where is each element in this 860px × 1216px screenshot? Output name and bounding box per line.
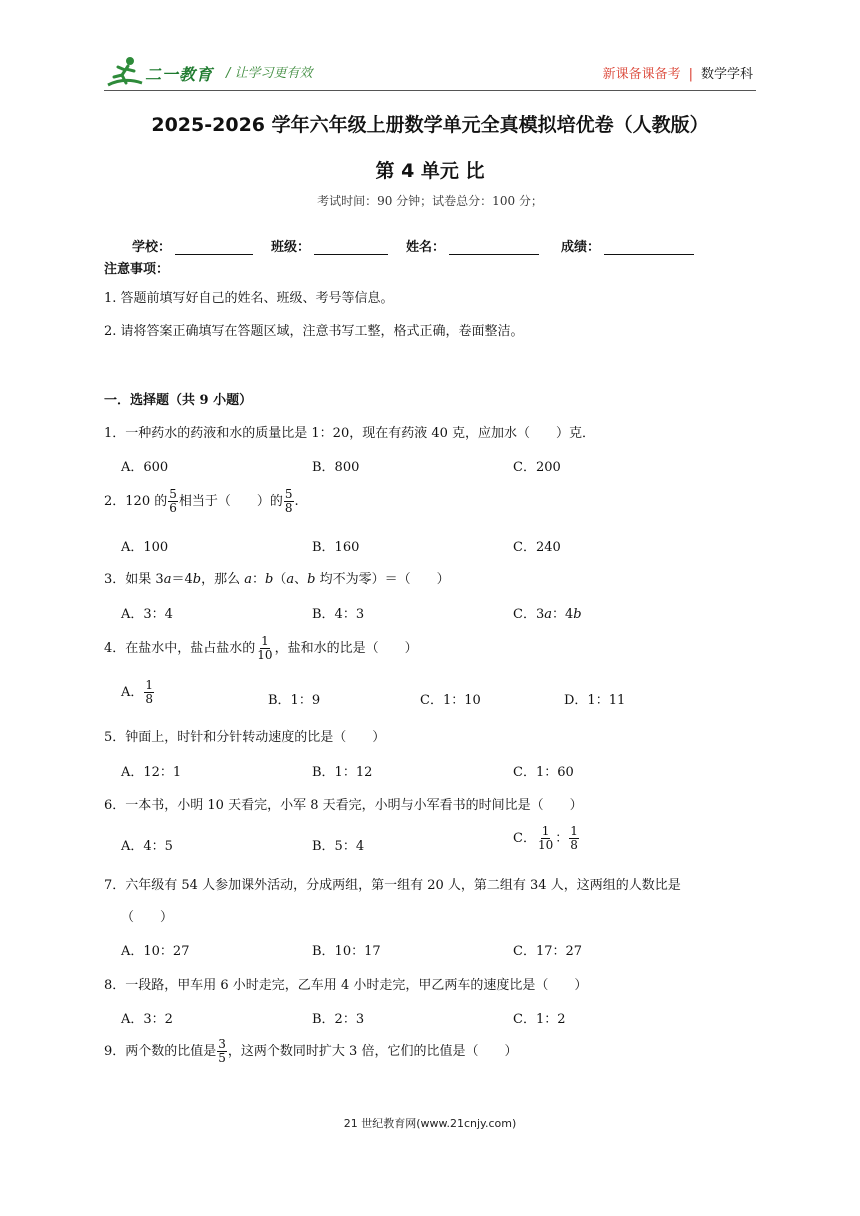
page-subtitle: 第 4 单元 比 — [375, 160, 485, 182]
denominator: 8 — [145, 692, 154, 706]
q3-option-a[interactable]: A．3：4 — [121, 607, 173, 622]
name-field[interactable] — [406, 236, 539, 255]
var-a: a — [286, 572, 295, 587]
var-a: a — [163, 572, 172, 587]
q2-text: 相当于（ ）的 — [178, 494, 283, 509]
q2-option-c[interactable]: C．240 — [513, 540, 561, 555]
question-1: 1．一种药水的药液和水的质量比是 1：20，现在有药液 40 克，应加水（ ）克． — [104, 426, 596, 441]
notice-item: 2. 请将答案正确填写在答题区域，注意书写工整，格式正确，卷面整洁。 — [104, 324, 524, 339]
question-4 — [104, 635, 418, 662]
q4-option-d[interactable]: D．1：11 — [564, 693, 626, 708]
q3-text: （ — [273, 572, 287, 587]
q3-text: 、 — [294, 572, 308, 587]
fraction — [168, 488, 178, 515]
q2-option-b[interactable]: B．160 — [312, 540, 360, 555]
q1-option-a[interactable]: A．600 — [121, 460, 169, 475]
logo-text: 二一教育 — [145, 65, 214, 84]
option-text: C． — [513, 831, 536, 846]
q4-text: ，盐和水的比是（ ） — [274, 641, 418, 656]
q8-option-a[interactable]: A．3：2 — [121, 1012, 173, 1027]
q7-option-c[interactable]: C．17：27 — [513, 944, 583, 959]
section-heading: 一．选择题（共 9 小题） — [104, 393, 253, 408]
numerator: 1 — [261, 634, 269, 648]
q6-option-a[interactable]: A．4：5 — [121, 839, 173, 854]
q6-option-c[interactable] — [513, 825, 580, 852]
q3-option-c[interactable] — [513, 603, 582, 622]
var-b: b — [307, 572, 316, 587]
fraction — [284, 488, 294, 515]
numerator: 1 — [145, 678, 154, 692]
question-7: 7．六年级有 54 人参加课外活动，分成两组，第一组有 20 人，第二组有 34 人，这两组的人数比是 — [104, 878, 681, 893]
numerator: 3 — [218, 1037, 226, 1051]
q4-option-c[interactable]: C．1：10 — [420, 693, 481, 708]
exam-meta: 考试时间：90 分钟；试卷总分：100 分； — [317, 194, 543, 208]
header-separator: | — [688, 67, 693, 82]
school-label: 学校： — [132, 240, 172, 255]
q2-text: 2．120 的 — [104, 494, 168, 509]
score-label: 成绩： — [561, 240, 601, 255]
class-field[interactable] — [271, 236, 388, 255]
numerator: 1 — [541, 824, 550, 838]
q3-text: ，那么 — [201, 572, 245, 587]
denominator: 6 — [169, 501, 177, 515]
q5-option-c[interactable]: C．1：60 — [513, 765, 574, 780]
q2-option-a[interactable]: A．100 — [121, 540, 169, 555]
school-field[interactable] — [132, 236, 253, 255]
q3-text: 均不为零）＝（ ） — [315, 572, 450, 587]
header-right — [603, 63, 753, 82]
q2-text: . — [294, 494, 299, 509]
option-text: ：4 — [551, 607, 574, 622]
class-label: 班级： — [271, 240, 311, 255]
question-6: 6．一本书，小明 10 天看完，小军 8 天看完，小明与小军看书的时间比是（ ） — [104, 798, 583, 813]
fraction — [537, 825, 554, 852]
var-b: b — [573, 607, 582, 622]
q7-option-b[interactable]: B．10：17 — [312, 944, 381, 959]
q3-text: 3．如果 3 — [104, 572, 164, 587]
question-9 — [104, 1038, 517, 1065]
question-8: 8．一段路，甲车用 6 小时走完，乙车用 4 小时走完，甲乙两车的速度比是（ ） — [104, 978, 588, 993]
question-5: 5．钟面上，时针和分针转动速度的比是（ ） — [104, 730, 386, 745]
header-label: 新课备课备考 — [602, 67, 681, 82]
fraction — [569, 825, 579, 852]
denominator: 10 — [537, 838, 554, 852]
class-blank[interactable] — [314, 240, 388, 255]
denominator: 5 — [218, 1051, 226, 1065]
q3-option-b[interactable]: B．4：3 — [312, 607, 365, 622]
q9-text: 9．两个数的比值是 — [104, 1044, 217, 1059]
question-2 — [104, 488, 299, 515]
header-subject: 数学学科 — [700, 67, 753, 82]
header-divider — [104, 90, 756, 91]
numerator: 5 — [169, 487, 177, 501]
q8-option-c[interactable]: C．1：2 — [513, 1012, 566, 1027]
var-b: b — [192, 572, 202, 587]
var-b: b — [264, 572, 274, 587]
fraction — [256, 635, 273, 662]
fraction — [144, 679, 154, 706]
q4-text: 4．在盐水中，盐占盐水的 — [104, 641, 256, 656]
q3-text: ＝4 — [171, 572, 193, 587]
score-blank[interactable] — [604, 240, 694, 255]
name-blank[interactable] — [449, 240, 539, 255]
page-title: 2025-2026 学年六年级上册数学单元全真模拟培优卷（人教版） — [151, 114, 709, 136]
q3-text: ： — [251, 572, 265, 587]
student-info-row — [132, 236, 712, 255]
slogan: / 让学习更有效 — [226, 66, 313, 81]
question-7-continued: （ ） — [121, 910, 174, 925]
name-label: 姓名： — [406, 240, 446, 255]
score-field[interactable] — [561, 236, 694, 255]
q4-option-b[interactable]: B．1：9 — [268, 693, 321, 708]
denominator: 8 — [284, 501, 293, 515]
var-a: a — [244, 572, 252, 587]
page-footer: 21 世纪教育网(www.21cnjy.com) — [343, 1117, 517, 1130]
q5-option-a[interactable]: A．12：1 — [121, 765, 182, 780]
option-text: ： — [555, 831, 569, 846]
q4-option-a[interactable] — [121, 679, 155, 706]
q5-option-b[interactable]: B．1：12 — [312, 765, 373, 780]
q1-option-b[interactable]: B．800 — [312, 460, 360, 475]
q1-option-c[interactable]: C．200 — [513, 460, 561, 475]
school-blank[interactable] — [175, 240, 253, 255]
notice-heading: 注意事项： — [104, 262, 170, 277]
var-a: a — [544, 607, 552, 622]
numerator: 5 — [284, 487, 293, 501]
fraction — [217, 1038, 227, 1065]
option-text: A． — [121, 685, 144, 700]
option-text: C．3 — [513, 607, 545, 622]
q7-option-a[interactable]: A．10：27 — [121, 944, 190, 959]
question-3 — [104, 568, 450, 587]
denominator: 8 — [570, 838, 578, 852]
notice-item: 1. 答题前填写好自己的姓名、班级、考号等信息。 — [104, 291, 394, 306]
q6-option-b[interactable]: B．5：4 — [312, 839, 365, 854]
logo-runner-icon — [104, 55, 146, 91]
q8-option-b[interactable]: B．2：3 — [312, 1012, 365, 1027]
denominator: 10 — [257, 648, 273, 662]
q9-text: ，这两个数同时扩大 3 倍，它们的比值是（ ） — [227, 1044, 518, 1059]
numerator: 1 — [570, 824, 578, 838]
